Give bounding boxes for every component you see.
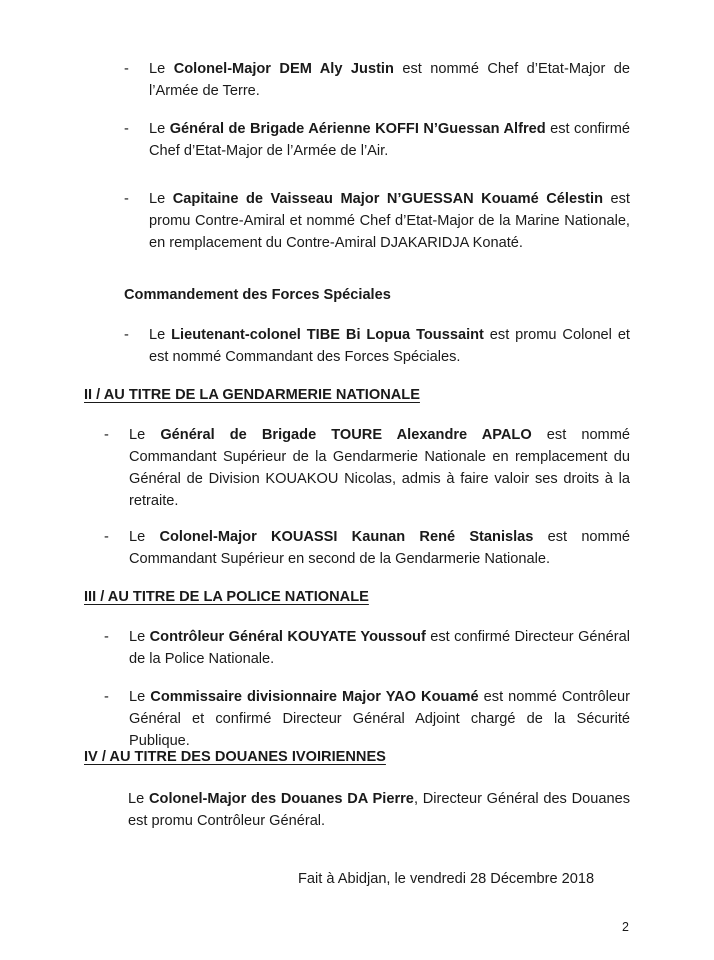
appointee-name: Commissaire divisionnaire Major YAO Kouamé	[150, 689, 479, 705]
subsection-title: Commandement des Forces Spéciales	[124, 287, 391, 303]
section-title-police: III / AU TITRE DE LA POLICE NATIONALE	[84, 589, 369, 605]
section-title-customs: IV / AU TITRE DES DOUANES IVOIRIENNES	[84, 749, 386, 765]
list-item: - Le Capitaine de Vaisseau Major N’GUESSAN Kouamé Célestin est promu Contre-Amiral et nommé Chef d’Etat-Major de la Marine Nationale, en remplacement du Contre-Amiral DJAKARIDJA Konaté.	[124, 188, 630, 254]
list-dash: -	[124, 327, 129, 343]
appointee-name: Colonel-Major des Douanes DA Pierre	[148, 791, 414, 807]
list-dash: -	[124, 121, 129, 137]
page-number: 2	[622, 920, 629, 934]
list-item: - Le Contrôleur Général KOUYATE Youssouf est confirmé Directeur Général de la Police Nationale.	[104, 626, 630, 670]
appointee-name: Contrôleur Général KOUYATE Youssouf	[149, 629, 426, 645]
appointee-name: Général de Brigade TOURE Alexandre APALO	[160, 427, 532, 443]
list-dash: -	[124, 61, 129, 77]
appointee-name: Général de Brigade Aérienne KOFFI N’Guessan Alfred	[169, 121, 546, 137]
list-item: - Le Commissaire divisionnaire Major YAO Kouamé est nommé Contrôleur Général et confirmé Directeur Général Adjoint chargé de la Sécurité Publique.	[104, 686, 630, 752]
list-dash: -	[104, 529, 109, 545]
list-dash: -	[124, 191, 129, 207]
list-dash: -	[104, 629, 109, 645]
customs-paragraph: Le Colonel-Major des Douanes DA Pierre, Directeur Général des Douanes est promu Contrôleur Général.	[128, 791, 631, 829]
list-dash: -	[104, 427, 109, 443]
appointee-name: Colonel-Major DEM Aly Justin	[173, 61, 394, 77]
appointee-name: Lieutenant-colonel TIBE Bi Lopua Toussaint	[171, 327, 484, 343]
appointee-name: Capitaine de Vaisseau Major N’GUESSAN Kouamé Célestin	[172, 191, 604, 207]
section-title-gendarmerie: II / AU TITRE DE LA GENDARMERIE NATIONALE	[84, 387, 420, 403]
list-dash: -	[104, 689, 109, 705]
list-item: - Le Colonel-Major KOUASSI Kaunan René Stanislas est nommé Commandant Supérieur en second de la Gendarmerie Nationale.	[104, 526, 630, 570]
appointee-name: Colonel-Major KOUASSI Kaunan René Stanislas	[159, 529, 534, 545]
signature-line: Fait à Abidjan, le vendredi 28 Décembre 2018	[298, 871, 595, 887]
list-item: - Le Lieutenant-colonel TIBE Bi Lopua Toussaint est promu Colonel et est nommé Commandant des Forces Spéciales.	[124, 324, 630, 368]
list-item: - Le Général de Brigade Aérienne KOFFI N’Guessan Alfred est confirmé Chef d’Etat-Major de l’Armée de l’Air.	[124, 118, 630, 162]
list-item: - Le Colonel-Major DEM Aly Justin est nommé Chef d’Etat-Major de l’Armée de Terre.	[124, 58, 630, 102]
list-item: - Le Général de Brigade TOURE Alexandre APALO est nommé Commandant Supérieur de la Gendarmerie Nationale en remplacement du Général de Division KOUAKOU Nicolas, admis à faire valoir ses droits à la retraite.	[104, 424, 630, 512]
